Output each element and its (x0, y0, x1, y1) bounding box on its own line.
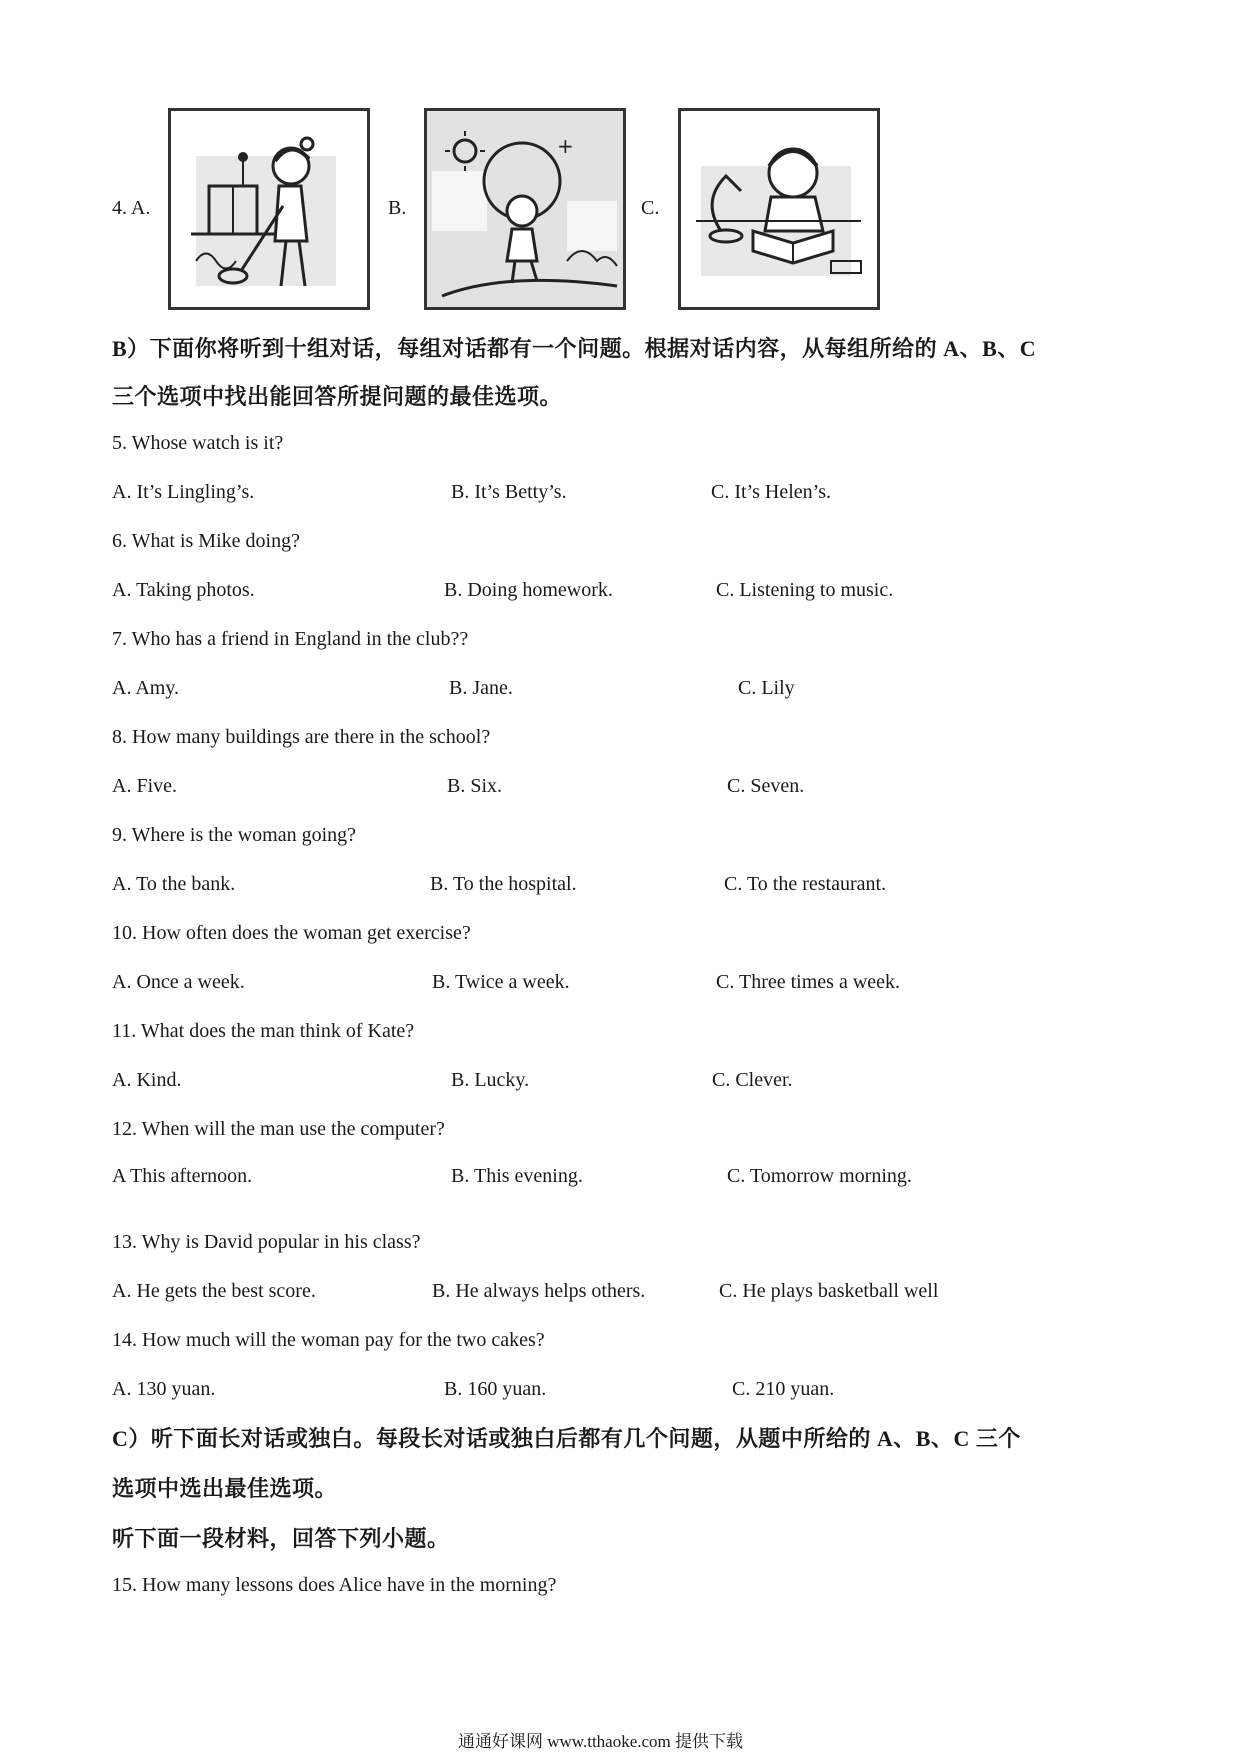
question-10-option-b: B. Twice a week. (432, 971, 570, 993)
picture-b (424, 108, 626, 310)
question-7: 7. Who has a friend in England in the club?? (112, 628, 469, 650)
question-5-option-a: A. It’s Lingling’s. (112, 481, 255, 503)
question-7-option-c: C. Lily (738, 677, 795, 699)
question-10: 10. How often does the woman get exercise? (112, 922, 471, 944)
question-8: 8. How many buildings are there in the school? (112, 726, 491, 748)
question-11-option-c: C. Clever. (712, 1069, 793, 1091)
question-9-option-c: C. To the restaurant. (724, 873, 887, 895)
question-10-option-a: A. Once a week. (112, 971, 245, 993)
question-13-option-c: C. He plays basketball well (719, 1280, 939, 1302)
question-11: 11. What does the man think of Kate? (112, 1020, 415, 1042)
section-c-instruction-line1: C）听下面长对话或独白。每段长对话或独白后都有几个问题，从题中所给的 A、B、C 三个 (112, 1426, 1021, 1451)
question-8-option-c: C. Seven. (727, 775, 805, 797)
section-b-instruction-line2: 三个选项中找出能回答所提问题的最佳选项。 (112, 384, 563, 409)
question-12-option-a: A This afternoon. (112, 1165, 253, 1187)
section-c-instruction-line3: 听下面一段材料，回答下列小题。 (112, 1526, 450, 1551)
question-11-option-a: A. Kind. (112, 1069, 182, 1091)
girl-sweeping-floor-icon (171, 111, 367, 307)
q4-option-b-label: B. (388, 197, 407, 219)
question-8-option-b: B. Six. (447, 775, 503, 797)
girl-jumping-rope-icon (427, 111, 623, 307)
question-14-option-c: C. 210 yuan. (732, 1378, 835, 1400)
question-12-option-c: C. Tomorrow morning. (727, 1165, 912, 1187)
question-8-option-a: A. Five. (112, 775, 177, 797)
question-6-option-b: B. Doing homework. (444, 579, 613, 601)
question-13-option-a: A. He gets the best score. (112, 1280, 316, 1302)
section-c-instruction-line2: 选项中选出最佳选项。 (112, 1476, 338, 1501)
question-12: 12. When will the man use the computer? (112, 1118, 445, 1140)
question-9-option-b: B. To the hospital. (430, 873, 577, 895)
q4-option-c-label: C. (641, 197, 660, 219)
page-footer: 通通好课网 www.tthaoke.com 提供下载 (458, 1732, 744, 1751)
question-5: 5. Whose watch is it? (112, 432, 284, 454)
question-10-option-c: C. Three times a week. (716, 971, 901, 993)
question-7-option-b: B. Jane. (449, 677, 513, 699)
question-9: 9. Where is the woman going? (112, 824, 357, 846)
question-7-option-a: A. Amy. (112, 677, 180, 699)
question-6-option-c: C. Listening to music. (716, 579, 894, 601)
question-11-option-b: B. Lucky. (451, 1069, 530, 1091)
boy-reading-book-icon (681, 111, 877, 307)
question-15: 15. How many lessons does Alice have in the morning? (112, 1574, 557, 1596)
question-5-option-b: B. It’s Betty’s. (451, 481, 567, 503)
question-12-option-b: B. This evening. (451, 1165, 583, 1187)
question-14-option-a: A. 130 yuan. (112, 1378, 216, 1400)
picture-c (678, 108, 880, 310)
q4-number-label: 4. A. (112, 197, 151, 219)
section-b-instruction-line1: B）下面你将听到十组对话，每组对话都有一个问题。根据对话内容，从每组所给的 A、B、C (112, 336, 1037, 361)
question-13: 13. Why is David popular in his class? (112, 1231, 421, 1253)
question-9-option-a: A. To the bank. (112, 873, 236, 895)
question-14: 14. How much will the woman pay for the two cakes? (112, 1329, 545, 1351)
question-13-option-b: B. He always helps others. (432, 1280, 646, 1302)
question-5-option-c: C. It’s Helen’s. (711, 481, 831, 503)
svg-text:+: + (557, 134, 574, 158)
question-6: 6. What is Mike doing? (112, 530, 300, 552)
question-6-option-a: A. Taking photos. (112, 579, 255, 601)
picture-a (168, 108, 370, 310)
question-14-option-b: B. 160 yuan. (444, 1378, 547, 1400)
